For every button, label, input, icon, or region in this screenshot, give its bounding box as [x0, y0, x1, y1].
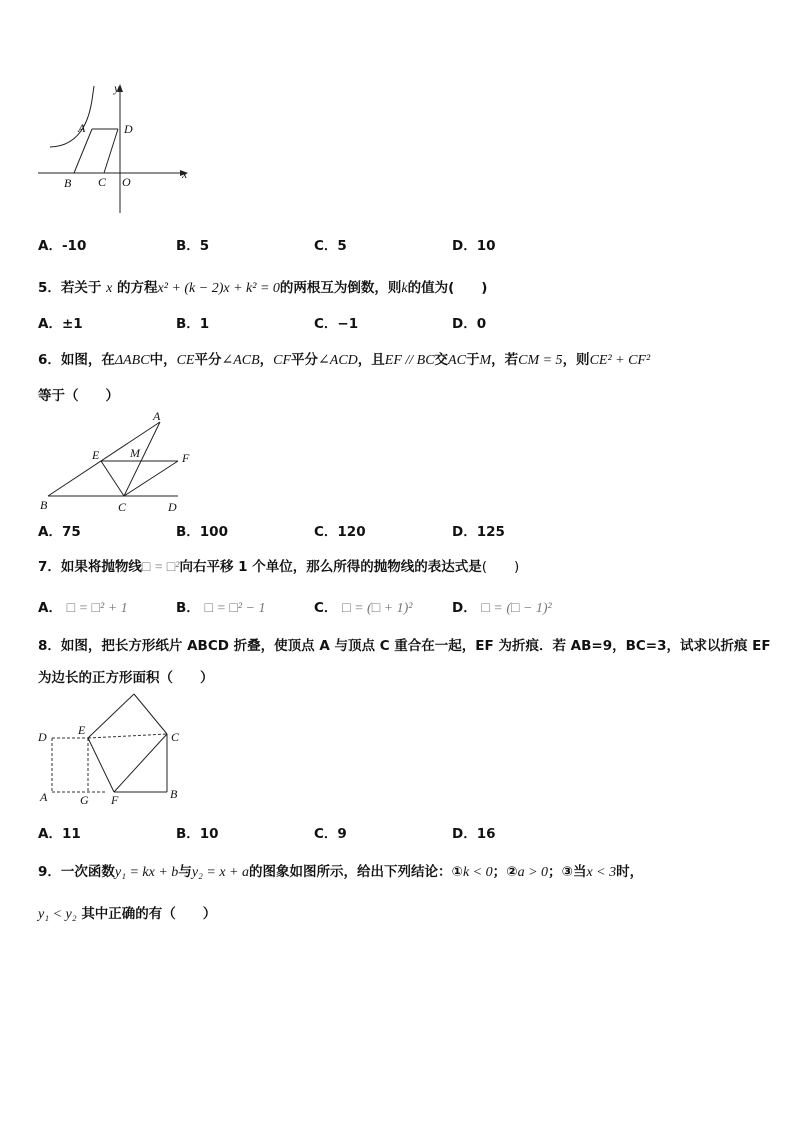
q5-var-k: k	[401, 281, 408, 296]
q7-parabola: □ = □²	[141, 560, 180, 575]
q8-option-b[interactable]: B．10	[176, 826, 219, 842]
fig1-label-b: B	[64, 176, 72, 190]
q6-option-a[interactable]: A．75	[38, 524, 81, 540]
q6-option-b[interactable]: B．100	[176, 524, 228, 540]
q9-text-3: 的图象如图所示，给出下列结论：①	[249, 864, 463, 880]
q9-conclusion-1: k < 0	[462, 865, 493, 880]
q7-text-1: 如果将抛物线	[60, 559, 142, 575]
q7-option-a-expr: □ = □² + 1	[66, 601, 128, 616]
q7-option-c-expr: □ = (□ + 1)²	[342, 601, 413, 616]
q7-option-b-label: B．	[176, 600, 200, 616]
q6-angle-acb: ∠ACB	[221, 353, 260, 368]
fig8-label-b: B	[170, 787, 178, 801]
q6-ac: AC	[448, 353, 466, 368]
q9-text-5: ；③当	[548, 864, 587, 880]
q4-option-b[interactable]: B．5	[176, 238, 210, 254]
q7-option-a-label: A．	[38, 600, 62, 616]
q4-option-d[interactable]: D．10	[452, 238, 496, 254]
q9-function-2: y₂ = x + a	[191, 865, 250, 880]
q7-option-d-expr: □ = (□ − 1)²	[481, 601, 552, 616]
q6-line-2: 等于（ ）	[38, 388, 119, 404]
q6-option-c[interactable]: C．120	[314, 524, 366, 540]
question-6	[38, 348, 650, 369]
q6-cm: CM = 5	[518, 353, 563, 368]
q6-text-5: 平分	[291, 352, 319, 368]
q5-option-b[interactable]: B．1	[176, 316, 210, 332]
q5-number: 5．	[38, 280, 61, 296]
q6-number: 6．	[38, 352, 61, 368]
q6-text-1: 如图，在	[60, 352, 115, 368]
q5-equation: x² + (k − 2)x + k² = 0	[157, 281, 280, 296]
question-9	[38, 860, 643, 881]
q9-number: 9．	[38, 864, 61, 880]
fig6-label-e: E	[92, 448, 100, 462]
fig6-label-d: D	[168, 500, 177, 514]
q7-paren: ( )	[481, 559, 520, 575]
q7-option-b[interactable]	[176, 596, 266, 617]
q6-text-6: ，且	[357, 352, 385, 368]
q6-ce: CE	[176, 353, 195, 368]
fig6-label-f: F	[182, 451, 190, 465]
q6-text-10: ，则	[562, 352, 590, 368]
question-8-line-1: 8．如图，把长方形纸片 ABCD 折叠，使顶点 A 与顶点 C 重合在一起，EF 为折痕．若 AB=9，BC=3，试求以折痕 EF	[38, 638, 771, 654]
q7-option-c[interactable]	[314, 596, 412, 617]
fig8-label-g: G	[80, 793, 89, 807]
fig1-label-c: C	[98, 175, 107, 189]
q6-cf: CF	[273, 353, 292, 368]
q6-figure	[36, 408, 206, 516]
q9-conclusion-3: x < 3	[586, 865, 617, 880]
question-8-line-2: 为边长的正方形面积（ ）	[38, 670, 214, 686]
fig8-label-a: A	[40, 790, 48, 804]
q9-conclusion-4: y₁ < y₂	[38, 907, 77, 922]
q6-triangle: ΔABC	[114, 353, 150, 368]
q9-conclusion-2: a > 0	[517, 865, 549, 880]
q5-text-1: 若关于	[60, 280, 102, 296]
q9-function-1: y₁ = kx + b	[114, 865, 179, 880]
q8-option-a[interactable]: A．11	[38, 826, 81, 842]
fig1-label-y: y	[114, 81, 120, 95]
q6-point-m: M	[479, 353, 492, 368]
q6-text-3: 平分	[194, 352, 222, 368]
q6-text-4: ，	[259, 352, 274, 368]
q7-option-d[interactable]	[452, 596, 552, 617]
q9-text-4: ；②	[492, 864, 518, 880]
q6-angle-acd: ∠ACD	[318, 353, 358, 368]
q9-text-1: 一次函数	[60, 864, 115, 880]
q5-option-c[interactable]: C．−1	[314, 316, 359, 332]
q6-expression: CE² + CF²	[589, 353, 651, 368]
q8-option-c[interactable]: C．9	[314, 826, 347, 842]
q4-option-c[interactable]: C．5	[314, 238, 347, 254]
q7-option-b-expr: □ = □² − 1	[204, 601, 266, 616]
q5-text-2: 的方程	[117, 280, 158, 296]
fig6-label-m: M	[130, 446, 140, 460]
fig1-label-d: D	[124, 122, 133, 136]
q6-text-2: 中，	[149, 352, 177, 368]
q9-text-6: 时，	[616, 864, 644, 880]
fig8-label-e: E	[78, 723, 86, 737]
fig8-label-d: D	[38, 730, 47, 744]
q5-var-x: x	[106, 281, 113, 296]
q8-option-d[interactable]: D．16	[452, 826, 496, 842]
q5-option-d[interactable]: D．0	[452, 316, 487, 332]
fig1-label-o: O	[122, 175, 131, 189]
q7-option-a[interactable]	[38, 596, 128, 617]
q6-text-7: 交	[434, 352, 449, 368]
q7-text-2: 向右平移 1 个单位，那么所得的抛物线的表达式是	[179, 559, 482, 575]
q5-option-a[interactable]: A．±1	[38, 316, 83, 332]
q7-option-d-label: D．	[452, 600, 477, 616]
q8-figure	[30, 690, 190, 808]
fig1-label-a: A	[78, 121, 86, 135]
q7-option-c-label: C．	[314, 600, 338, 616]
q9-text-7: 其中正确的有（ ）	[81, 906, 217, 922]
fig6-label-c: C	[118, 500, 127, 514]
fig8-label-f: F	[111, 793, 119, 807]
question-7	[38, 555, 519, 576]
q4-option-a[interactable]: A．-10	[38, 238, 87, 254]
q6-option-d[interactable]: D．125	[452, 524, 505, 540]
fig1-label-x: x	[182, 167, 188, 181]
q4-figure	[30, 80, 200, 220]
fig8-label-c: C	[171, 730, 180, 744]
fig6-label-b: B	[40, 498, 48, 512]
q5-text-3: 的两根互为倒数，则	[279, 280, 402, 296]
fig6-label-a: A	[153, 409, 161, 423]
q5-text-4: 的值为( )	[407, 280, 488, 296]
question-9-line-2	[38, 902, 216, 923]
q9-text-2: 与	[178, 864, 192, 880]
q6-parallel: EF // BC	[384, 353, 435, 368]
q6-text-8: 于	[465, 352, 480, 368]
question-5	[38, 276, 487, 297]
q6-text-9: ，若	[491, 352, 519, 368]
q7-number: 7．	[38, 559, 61, 575]
